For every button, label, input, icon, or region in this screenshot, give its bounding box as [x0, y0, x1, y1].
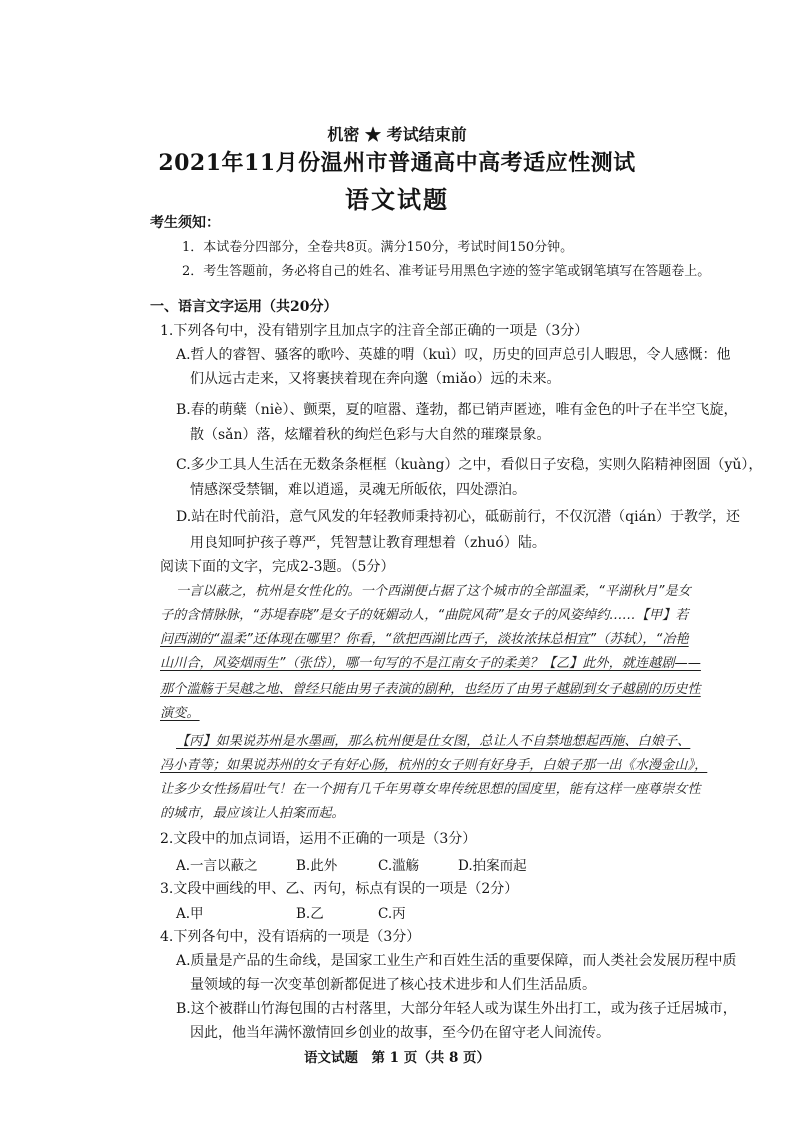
- passage-p1-line6: 演变。: [160, 706, 200, 721]
- confidential-label: 机密 ★ 考试结束前: [327, 125, 467, 144]
- passage-p1-line5: 那个滥觞于吴越之地、曾经只能由男子表演的剧种，也经历了由男子越剧到女子越剧的历史性: [160, 682, 701, 697]
- passage-p1-line3: 问西湖的“温柔”还体现在哪里？你看，“欲把西湖比西子，淡妆浓抹总相宜”（苏轼），“冶艳: [160, 632, 689, 647]
- q4-option-b-line2: 因此，他当年满怀激情回乡创业的故事，至今仍在留守老人间流传。: [190, 1025, 610, 1041]
- passage-p2-line2: 冯小青等；如果说苏州的女子有好心肠，杭州的女子则有好身手，白娘子那一出《水漫金山》，: [160, 758, 708, 773]
- passage-p2-line1: 【丙】如果说苏州是水墨画，那么杭州便是仕女图，总让人不自禁地想起西施、白娘子、: [176, 734, 691, 749]
- passage-p1-line4: 山川合，风姿烟雨生”（张岱），哪一句写的不是江南女子的柔美？【乙】此外，就连越剧——: [160, 656, 701, 671]
- q4-option-a-line2: 量领域的每一次变革创新都促进了核心技术进步和人们生活品质。: [190, 977, 596, 993]
- q3-option-a: A.甲: [176, 906, 204, 922]
- page-footer: 语文试题 第 1 页（共 8 页）: [303, 1050, 491, 1066]
- exam-title: 2021年11月份温州市普通高中高考适应性测试: [158, 150, 636, 176]
- passage-p2-line4: 的城市，最应该让人拍案而起。: [160, 806, 345, 821]
- q2-option-d: D.拍案而起: [458, 858, 527, 874]
- subject-title: 语文试题: [345, 185, 449, 214]
- q4-option-a-line1: A.质量是产品的生命线，是国家工业生产和百姓生活的重要保障，而人类社会发展历程中质: [176, 953, 737, 969]
- q1-option-d-line2: 用良知呵护孩子尊严，凭智慧让教育理想着（zhuó）陆。: [190, 535, 546, 551]
- q1-option-d-line1: D.站在时代前沿，意气风发的年轻教师秉持初心，砥砺前行，不仅沉潜（qián）于教学，还: [176, 509, 740, 525]
- q1-option-c-line1: C.多少工具人生活在无数条条框框（kuàng）之中，看似日子安稳，实则久陷精神囹圄（yǔ），: [176, 457, 763, 473]
- q4-option-b-line1: B.这个被群山竹海包围的古村落里，大部分年轻人或为谋生外出打工，或为孩子迁居城市，: [176, 1001, 737, 1017]
- q2-option-b: B.此外: [296, 858, 338, 874]
- q1-option-a-line2: 们从远古走来，又将裹挟着现在奔向邈（miǎo）远的未来。: [190, 371, 561, 387]
- passage-p1-line2: 子的含情脉脉，“苏堤春晓”是女子的妩媚动人，“曲院风荷”是女子的风姿绰约……【甲】若: [160, 608, 689, 623]
- q3-stem: 3.文段中画线的甲、乙、丙句，标点有误的一项是（2分）: [160, 881, 519, 897]
- q3-option-b: B.乙: [296, 906, 324, 922]
- q4-stem: 4.下列各句中，没有语病的一项是（3分）: [160, 929, 421, 945]
- notice-item-1: 1．本试卷分四部分，全卷共8页。满分150分，考试时间150分钟。: [182, 240, 574, 255]
- q2-option-a: A.一言以蔽之: [176, 858, 258, 874]
- q1-stem: 1.下列各句中，没有错别字且加点字的注音全部正确的一项是（3分）: [160, 323, 589, 339]
- q1-option-b-line2: 散（sǎn）落，炫耀着秋的绚烂色彩与大自然的璀璨景象。: [190, 427, 551, 443]
- q2-option-c: C.滥觞: [378, 858, 420, 874]
- reading-intro: 阅读下面的文字，完成2-3题。（5分）: [160, 559, 395, 575]
- q1-option-a-line1: A.哲人的睿智、骚客的歌吟、英雄的喟（kuì）叹，历史的回声总引人暇思，令人感慨：他: [176, 347, 731, 363]
- q1-option-c-line2: 情感深受禁锢，难以逍遥，灵魂无所皈依，四处漂泊。: [190, 482, 526, 498]
- passage-p2-line3: 让多少女性扬眉吐气！在一个拥有几千年男尊女卑传统思想的国度里，能有这样一座尊崇女性: [160, 782, 701, 797]
- passage-p1-line1: 一言以蔽之，杭州是女性化的。一个西湖便占据了这个城市的全部温柔，“平湖秋月”是女: [176, 584, 691, 599]
- notice-heading: 考生须知：: [150, 215, 220, 231]
- q3-option-c: C.丙: [378, 906, 406, 922]
- notice-item-2: 2．考生答题前，务必将自己的姓名、准考证号用黑色字迹的签字笔或钢笔填写在答题卷上。: [182, 264, 711, 279]
- section-heading: 一、语言文字运用（共20分）: [150, 299, 338, 315]
- q1-option-b-line1: B.春的萌蘖（niè）、颤栗，夏的喧嚣、蓬勃，都已销声匿迹，唯有金色的叶子在半空飞旋，: [176, 402, 738, 418]
- q2-stem: 2.文段中的加点词语，运用不正确的一项是（3分）: [160, 831, 477, 847]
